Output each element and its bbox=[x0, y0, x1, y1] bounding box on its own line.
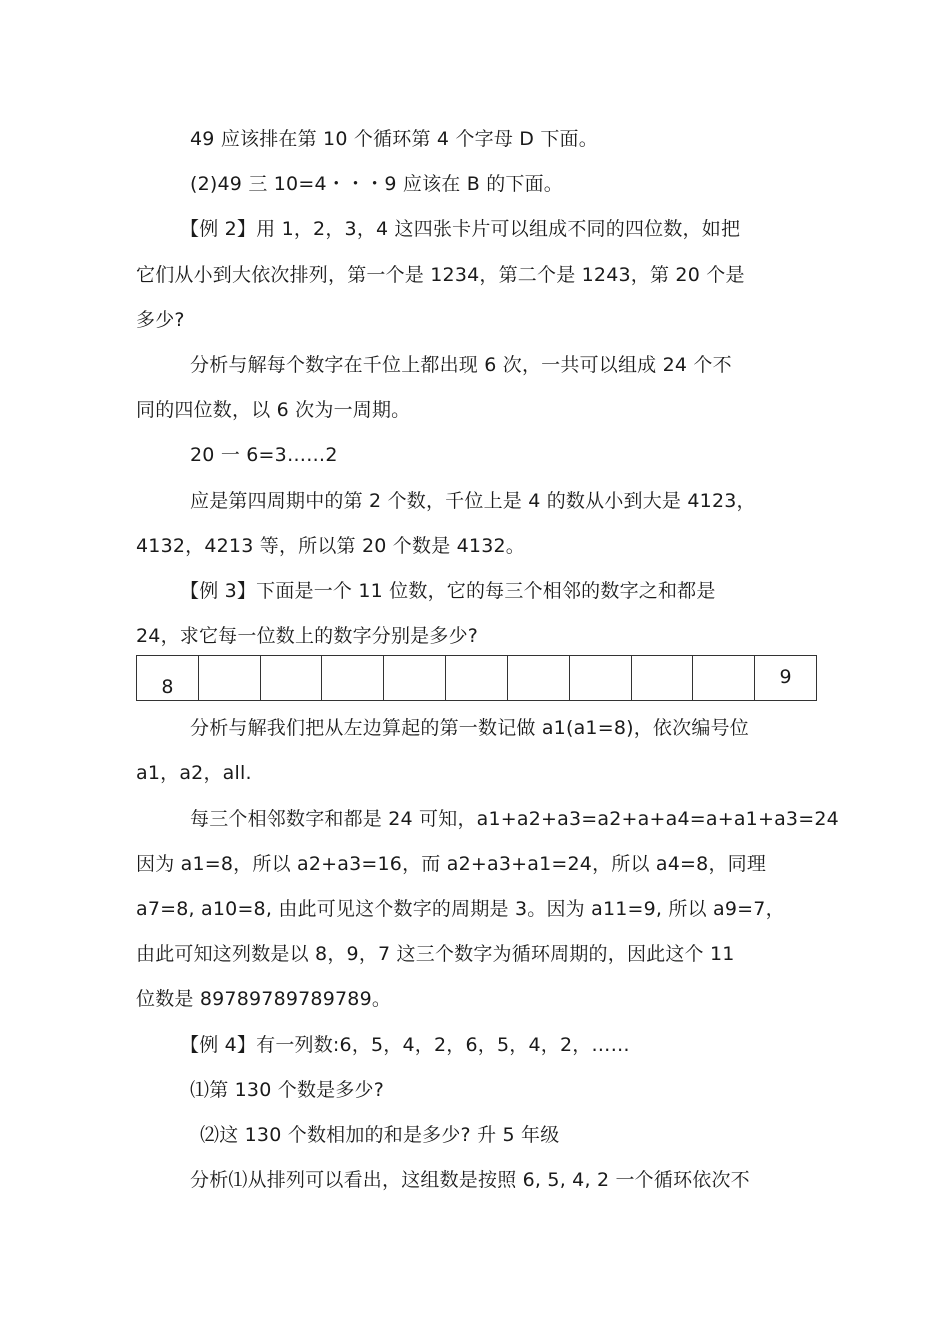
table-cell bbox=[384, 656, 446, 701]
text-line: 应是第四周期中的第 2 个数，千位上是 4 的数从小到大是 4123， bbox=[190, 490, 756, 512]
table-cell bbox=[631, 656, 693, 701]
table-cell bbox=[507, 656, 569, 701]
example-2-heading: 【例 2】用 1，2，3，4 这四张卡片可以组成不同的四位数，如把 bbox=[180, 218, 741, 240]
table-cell bbox=[137, 656, 199, 701]
text-line: 分析与解每个数字在千位上都出现 6 次，一共可以组成 24 个不 bbox=[190, 354, 732, 376]
table-cell bbox=[755, 656, 817, 701]
text-line: 因为 a1=8，所以 a2+a3=16，而 a2+a3+a1=24，所以 a4=8，同理 bbox=[136, 853, 767, 875]
text-line: ⑵这 130 个数相加的和是多少? 升 5 年级 bbox=[200, 1124, 560, 1146]
text-line: 多少? bbox=[136, 309, 185, 331]
text-line: 位数是 89789789789789。 bbox=[136, 988, 392, 1010]
table-row bbox=[137, 656, 817, 701]
table-cell bbox=[446, 656, 508, 701]
table-cell bbox=[260, 656, 322, 701]
text-line: 24，求它每一位数上的数字分别是多少? bbox=[136, 625, 479, 647]
text-line: a7=8, a10=8, 由此可见这个数字的周期是 3。因为 a11=9, 所以 a9=7， bbox=[136, 898, 785, 920]
text-line: 它们从小到大依次排列，第一个是 1234，第二个是 1243，第 20 个是 bbox=[136, 264, 745, 286]
text-line: ⑴第 130 个数是多少? bbox=[190, 1079, 385, 1101]
digit-table bbox=[136, 655, 817, 701]
example-4-heading: 【例 4】有一列数:6，5，4，2，6，5，4，2，…… bbox=[180, 1034, 630, 1056]
text-line: 每三个相邻数字和都是 24 可知，a1+a2+a3=a2+a+a4=a+a1+a3=24 bbox=[190, 808, 839, 830]
cell-value: 8 bbox=[161, 676, 174, 698]
table-cell bbox=[569, 656, 631, 701]
text-line: 由此可知这列数是以 8，9，7 这三个数字为循环周期的，因此这个 11 bbox=[136, 943, 735, 965]
table-cell bbox=[198, 656, 260, 701]
table-cell bbox=[693, 656, 755, 701]
text-line: (2)49 三 10=4・・・9 应该在 B 的下面。 bbox=[190, 173, 563, 195]
text-line: 分析⑴从排列可以看出，这组数是按照 6, 5, 4, 2 一个循环依次不 bbox=[190, 1169, 750, 1191]
text-line: a1，a2，all. bbox=[136, 762, 252, 784]
text-line: 20 一 6=3……2 bbox=[190, 444, 338, 466]
text-line: 49 应该排在第 10 个循环第 4 个字母 D 下面。 bbox=[190, 128, 598, 150]
text-line: 4132，4213 等，所以第 20 个数是 4132。 bbox=[136, 535, 525, 557]
example-3-heading: 【例 3】下面是一个 11 位数，它的每三个相邻的数字之和都是 bbox=[180, 580, 716, 602]
table-cell bbox=[322, 656, 384, 701]
cell-value: 9 bbox=[779, 666, 792, 688]
text-line: 分析与解我们把从左边算起的第一数记做 a1(a1=8)，依次编号位 bbox=[190, 717, 749, 739]
text-line: 同的四位数，以 6 次为一周期。 bbox=[136, 399, 411, 421]
